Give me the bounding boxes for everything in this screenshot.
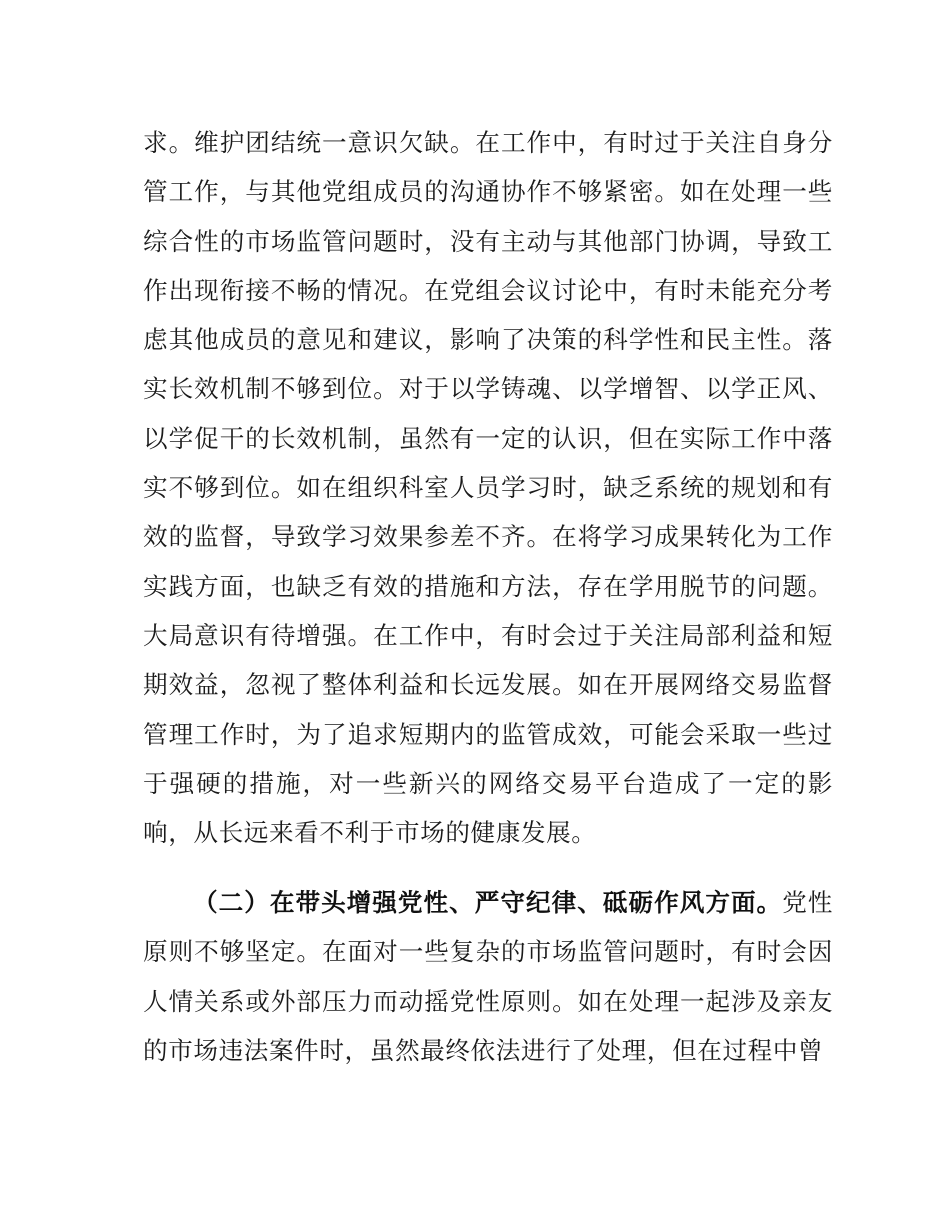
body-paragraph-2 (143, 878, 833, 1075)
section-heading: （二）在带头增强党性、严守纪律、砥砺作风方面。 (193, 888, 783, 917)
body-paragraph-1: 求。维护团结统一意识欠缺。在工作中，有时过于关注自身分管工作，与其他党组成员的沟通协作不够紧密。如在处理一些综合性的市场监管问题时，没有主动与其他部门协调，导致工作出现衔接不畅的情况。在党组会议讨论中，有时未能充分考虑其他成员的意见和建议，影响了决策的科学性和民主性。落实长效机制不够到位。对于以学铸魂、以学增智、以学正风、以学促干的长效机制，虽然有一定的认识，但在实际工作中落实不够到位。如在组织科室人员学习时，缺乏系统的规划和有效的监督，导致学习效果参差不齐。在将学习成果转化为工作实践方面，也缺乏有效的措施和方法，存在学用脱节的问题。大局意识有待增强。在工作中，有时会过于关注局部利益和短期效益，忽视了整体利益和长远发展。如在开展网络交易监督管理工作时，为了追求短期内的监管成效，可能会采取一些过于强硬的措施，对一些新兴的网络交易平台造成了一定的影响，从长远来看不利于市场的健康发展。 (143, 128, 833, 848)
section-body-text: 党性原则不够坚定。在面对一些复杂的市场监管问题时，有时会因人情关系或外部压力而动摇党性原则。如在处理一起涉及亲友的市场违法案件时，虽然最终依法进行了处理，但在过程中曾 (143, 888, 833, 1065)
